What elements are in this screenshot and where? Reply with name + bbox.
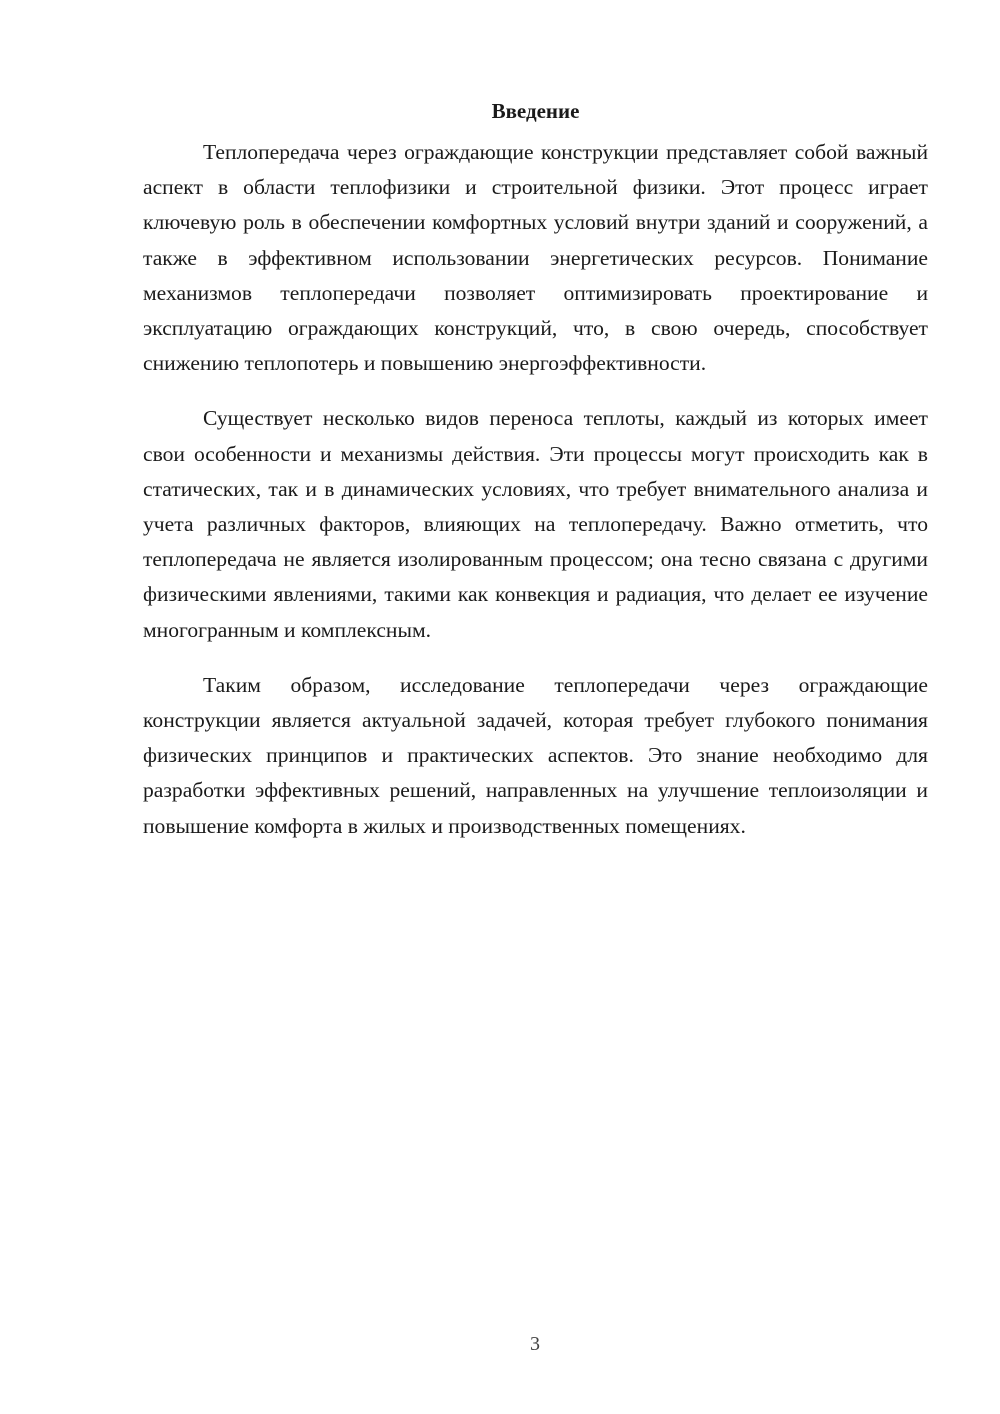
paragraph-2: Существует несколько видов переноса теплоты, каждый из которых имеет свои особенности и механизмы действия. Эти процессы могут происходить как в статических, так и в динамических условиях, что требует внимательного анализа и учета различных факторов, влияющих на теплопередачу. Важно отметить, что теплопередача не является изолированным процессом; она тесно связана с другими физическими явлениями, такими как конвекция и радиация, что делает ее изучение многогранным и комплексным. xyxy=(143,406,928,642)
page-number: 3 xyxy=(530,1333,540,1355)
page-title: Введение xyxy=(491,99,580,123)
document-page xyxy=(143,96,928,864)
paragraph-1: Теплопередача через ограждающие конструкции представляет собой важный аспект в области теплофизики и строительной физики. Этот процесс играет ключевую роль в обеспечении комфортных условий внутри зданий и сооружений, а также в эффективном использовании энергетических ресурсов. Понимание механизмов теплопередачи позволяет оптимизировать проектирование и эксплуатацию ограждающих конструкций, что, в свою очередь, способствует снижению теплопотерь и повышению энергоэффективности. xyxy=(143,140,928,376)
paragraph-3: Таким образом, исследование теплопередачи через ограждающие конструкции является актуальной задачей, которая требует глубокого понимания физических принципов и практических аспектов. Это знание необходимо для разработки эффективных решений, направленных на улучшение теплоизоляции и повышение комфорта в жилых и производственных помещениях. xyxy=(143,672,928,838)
